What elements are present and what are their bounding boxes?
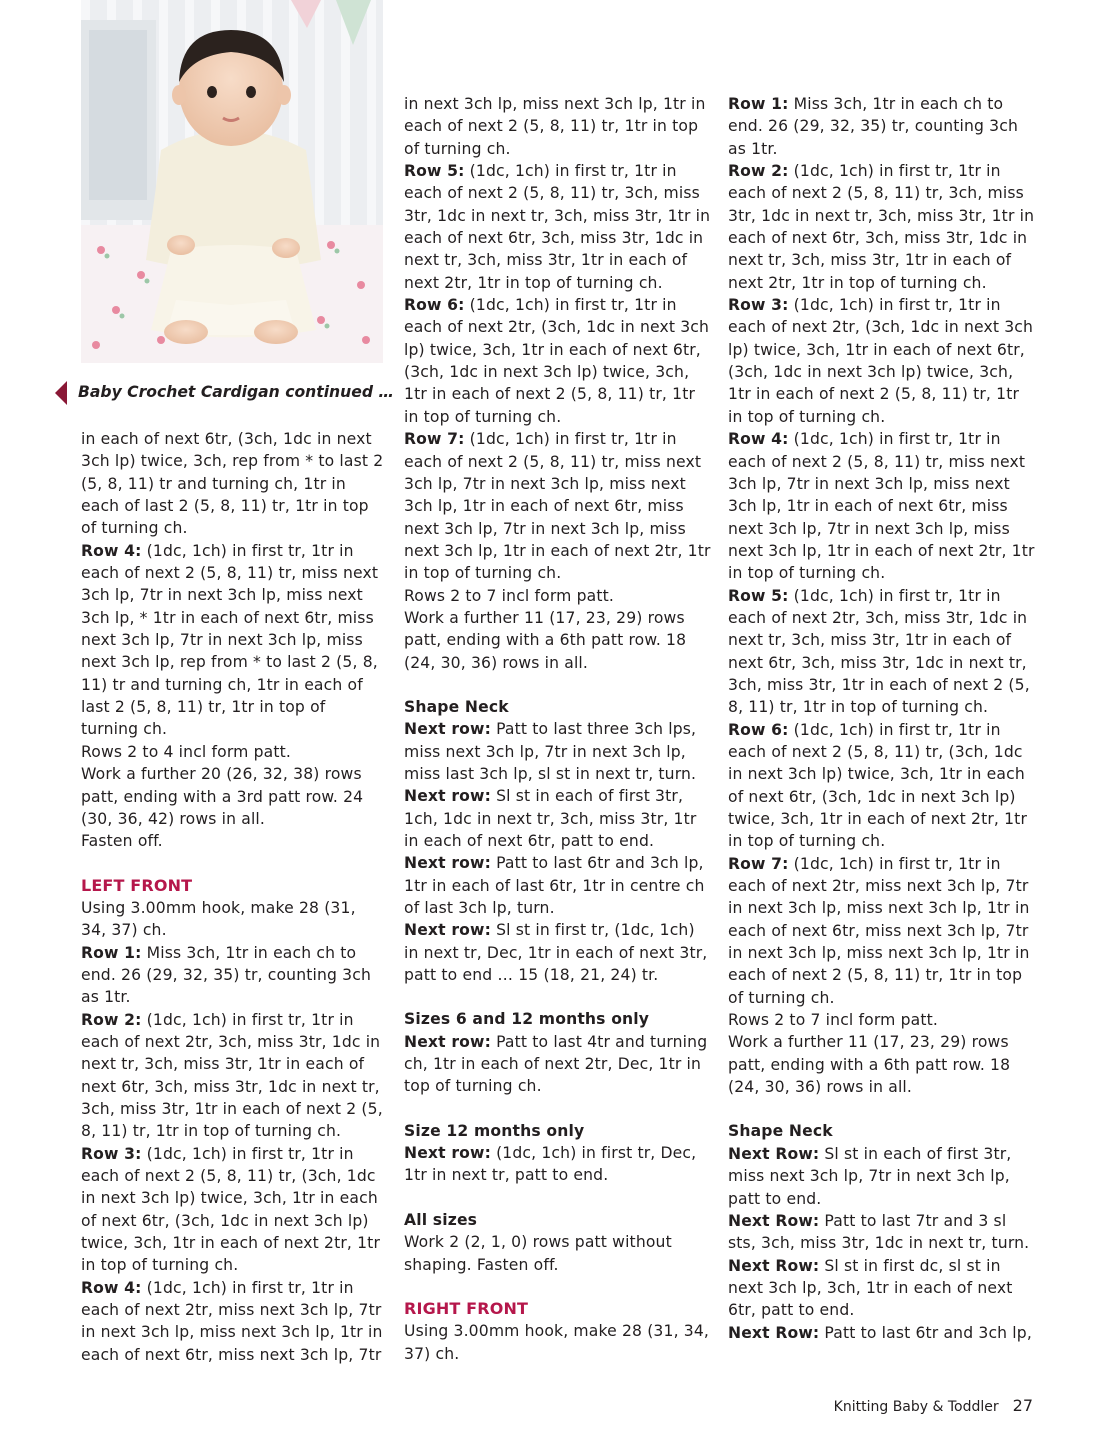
instruction-text: Fasten off.: [81, 832, 163, 851]
paragraph-gap: [404, 986, 714, 1008]
instruction-paragraph: [728, 1322, 1038, 1344]
instruction-paragraph: [81, 1277, 386, 1366]
row-label: Row 3:: [81, 1144, 142, 1163]
row-label: Row 3:: [728, 296, 789, 315]
page-footer: [834, 1396, 1033, 1415]
instruction-text: Sl st in first tr, (1dc, 1ch) in next tr, Dec, 1tr in each of next 3tr, patt to end … 15 (18, 21, 24) tr.: [404, 921, 708, 985]
row-label: Row 7:: [728, 854, 789, 873]
instruction-text: (1dc, 1ch) in first tr, 1tr in each of next 2tr, miss next 3ch lp, 7tr in next 3ch lp, miss next 3ch lp, 1tr in each of next 6tr, miss next 3ch lp, 7tr: [81, 1278, 383, 1364]
row-label: Row 1:: [81, 943, 142, 962]
instruction-paragraph: [404, 93, 714, 160]
instruction-paragraph: [81, 428, 386, 540]
instruction-paragraph: [728, 719, 1038, 853]
instruction-text: Using 3.00mm hook, make 28 (31, 34, 37) ch.: [404, 1322, 710, 1363]
instruction-paragraph: [404, 1142, 714, 1187]
instruction-text: Rows 2 to 4 incl form patt.: [81, 742, 291, 761]
instruction-paragraph: [404, 585, 714, 607]
instruction-text: Rows 2 to 7 incl form patt.: [404, 586, 614, 605]
subsection-heading: Shape Neck: [404, 697, 509, 716]
instruction-paragraph: [728, 1009, 1038, 1031]
instruction-paragraph: [728, 294, 1038, 428]
instruction-paragraph: [728, 1255, 1038, 1322]
instruction-paragraph: [404, 1231, 714, 1276]
text-column-2: [404, 93, 714, 1365]
instruction-text: Patt to last 7tr and 3 sl sts, 3ch, miss 3tr, 1dc in next tr, turn.: [728, 1211, 1030, 1253]
page-number: 27: [1012, 1396, 1033, 1415]
instruction-paragraph: [404, 294, 714, 428]
instruction-paragraph: [404, 919, 714, 986]
instruction-paragraph: [404, 1320, 714, 1365]
instruction-paragraph: [404, 852, 714, 919]
subsection-heading: Sizes 6 and 12 months only: [404, 1010, 650, 1029]
row-label: Row 4:: [81, 1278, 142, 1297]
instruction-text: (1dc, 1ch) in first tr, 1tr in each of next 2 (5, 8, 11) tr, (3ch, 1dc in next 3ch lp) twice, 3ch, 1tr in each of next 6tr, (3ch, 1dc in next 3ch lp) twice, 3ch, 1tr in each of next 2tr, 1tr in top of turning ch.: [728, 720, 1028, 851]
row-label: Row 1:: [728, 95, 789, 113]
row-label: Row 2:: [728, 162, 789, 181]
instruction-paragraph: [81, 830, 386, 852]
instruction-paragraph: [728, 93, 1038, 160]
instruction-text: (1dc, 1ch) in first tr, 1tr in each of next 2 (5, 8, 11) tr, miss next 3ch lp, 7tr in next 3ch lp, miss next 3ch lp, 1tr in each of next 6tr, miss next 3ch lp, 7tr in next 3ch lp, miss next 3ch lp, 1tr in each of next 2tr, 1tr in top of turning ch.: [728, 430, 1035, 583]
paragraph-gap: [404, 1098, 714, 1120]
row-label: Row 5:: [728, 586, 789, 605]
row-label: Row 4:: [81, 541, 142, 560]
paragraph-gap: [404, 1187, 714, 1209]
row-label: Next Row:: [728, 1144, 820, 1163]
instruction-paragraph: [81, 897, 386, 942]
text-column-3: [728, 93, 1038, 1344]
subsection-heading: Shape Neck: [728, 1122, 833, 1141]
row-label: Next Row:: [728, 1323, 820, 1342]
photo-illustration: [81, 0, 383, 363]
instruction-text: (1dc, 1ch) in first tr, 1tr in each of next 2 (5, 8, 11) tr, miss next 3ch lp, 7tr in next 3ch lp, miss next 3ch lp, 1tr in each of next 6tr, miss next 3ch lp, 7tr in next 3ch lp, miss next 3ch lp, 1tr in each of next 2tr, 1tr in top of turning ch.: [404, 430, 711, 583]
row-label: Next row:: [404, 921, 491, 940]
instruction-paragraph: [728, 1031, 1038, 1098]
instruction-paragraph: [404, 1031, 714, 1098]
row-label: Next Row:: [728, 1211, 820, 1230]
instruction-paragraph: [81, 1009, 386, 1143]
paragraph-gap: [404, 1276, 714, 1298]
instruction-paragraph: [81, 763, 386, 830]
baby-cardigan-photo: [81, 0, 383, 363]
instruction-text: Miss 3ch, 1tr in each ch to end. 26 (29, 32, 35) tr, counting 3ch as 1tr.: [81, 943, 371, 1007]
section-heading: LEFT FRONT: [81, 875, 193, 895]
instruction-text: (1dc, 1ch) in first tr, 1tr in each of next 2 (5, 8, 11) tr, 3ch, miss 3tr, 1dc in next tr, 3ch, miss 3tr, 1tr in each of next 6tr, 3ch, miss 3tr, 1dc in next tr, 3ch, miss 3tr, 1tr in each of next 2tr, 1tr in top of turning ch.: [404, 162, 711, 292]
instruction-text: Rows 2 to 7 incl form patt.: [728, 1011, 938, 1030]
footer-title: Knitting Baby & Toddler: [833, 1399, 999, 1415]
instruction-paragraph: [81, 540, 386, 741]
instruction-paragraph: [404, 607, 714, 674]
text-column-1: [81, 428, 386, 1366]
row-label: Row 2:: [81, 1010, 142, 1029]
instruction-paragraph: [404, 160, 714, 294]
instruction-text: Work a further 11 (17, 23, 29) rows patt, ending with a 6th patt row. 18 (24, 30, 36) rows in all.: [728, 1033, 1011, 1097]
instruction-text: Patt to last three 3ch lps, miss next 3ch lp, 7tr in next 3ch lp, miss last 3ch lp, sl st in next tr, turn.: [404, 720, 697, 783]
instruction-text: in each of next 6tr, (3ch, 1dc in next 3ch lp) twice, 3ch, rep from * to last 2 (5, 8, 11) tr and turning ch, 1tr in each of last 2 (5, 8, 11) tr, 1tr in top of turning ch.: [81, 430, 384, 538]
row-label: Next row:: [404, 1144, 491, 1163]
instruction-text: (1dc, 1ch) in first tr, 1tr in each of next 2 (5, 8, 11) tr, (3ch, 1dc in next 3ch lp) twice, 3ch, 1tr in each of next 6tr, (3ch, 1dc in next 3ch lp) twice, 3ch, 1tr in each of next 2tr, 1tr in top of turning ch.: [81, 1144, 381, 1275]
instruction-text: in next 3ch lp, miss next 3ch lp, 1tr in each of next 2 (5, 8, 11) tr, 1tr in top of turning ch.: [404, 95, 706, 158]
row-label: Next row:: [404, 1032, 491, 1051]
continued-heading: [55, 381, 395, 407]
instruction-text: Using 3.00mm hook, make 28 (31, 34, 37) ch.: [81, 898, 356, 940]
instruction-paragraph: [404, 718, 714, 785]
row-label: Next row:: [404, 787, 491, 806]
paragraph-gap: [404, 674, 714, 696]
row-label: Row 6:: [728, 720, 789, 739]
section-heading: RIGHT FRONT: [404, 1298, 529, 1318]
instruction-text: (1dc, 1ch) in first tr, 1tr in each of next 2tr, (3ch, 1dc in next 3ch lp) twice, 3ch, 1tr in each of next 6tr, (3ch, 1dc in next 3ch lp) twice, 3ch, 1tr in each of next 2 (5, 8, 11) tr, 1tr in top of turning ch.: [728, 296, 1034, 426]
row-label: Next row:: [404, 854, 491, 873]
instruction-text: Sl st in each of first 3tr, 1ch, 1dc in next tr, 3ch, miss 3tr, 1tr in each of next 6tr, patt to end.: [404, 787, 697, 850]
instruction-text: Patt to last 6tr and 3ch lp,: [819, 1323, 1032, 1342]
instruction-text: (1dc, 1ch) in first tr, 1tr in each of next 2 (5, 8, 11) tr, 3ch, miss 3tr, 1dc in next tr, 3ch, miss 3tr, 1tr in each of next 6tr, 3ch, miss 3tr, 1dc in next tr, 3ch, miss 3tr, 1tr in each of next 2tr, 1tr in top of turning ch.: [728, 162, 1035, 292]
instruction-text: (1dc, 1ch) in first tr, 1tr in each of next 2tr, (3ch, 1dc in next 3ch lp) twice, 3ch, 1tr in each of next 6tr, (3ch, 1dc in next 3ch lp) twice, 3ch, 1tr in each of next 2 (5, 8, 11) tr, 1tr in top of turning ch.: [404, 296, 710, 426]
instruction-text: (1dc, 1ch) in first tr, 1tr in each of next 2tr, 3ch, miss 3tr, 1dc in next tr, 3ch, miss 3tr, 1tr in each of next 6tr, 3ch, miss 3tr, 1dc in next tr, 3ch, miss 3tr, 1tr in each of next 2 (5, 8, 11) tr, 1tr in top of turning ch.: [81, 1010, 383, 1141]
subsection-heading: All sizes: [404, 1210, 478, 1229]
instruction-text: (1dc, 1ch) in first tr, 1tr in each of next 2 (5, 8, 11) tr, miss next 3ch lp, 7tr in next 3ch lp, miss next 3ch lp, * 1tr in each of next 6tr, miss next 3ch lp, 7tr in next 3ch lp, miss next 3ch lp, rep from * to last 2 (5, 8, 11) tr and turning ch, 1tr in each of last 2 (5, 8, 11) tr, 1tr in top of turning ch.: [81, 541, 379, 739]
row-label: Next row:: [404, 720, 491, 739]
instruction-text: (1dc, 1ch) in first tr, Dec, 1tr in next tr, patt to end.: [404, 1144, 697, 1185]
instruction-paragraph: [728, 585, 1038, 719]
instruction-text: Patt to last 6tr and 3ch lp, 1tr in each of last 6tr, 1tr in centre ch of last 3ch lp, turn.: [404, 854, 705, 918]
instruction-text: Work a further 20 (26, 32, 38) rows patt, ending with a 3rd patt row. 24 (30, 36, 42) rows in all.: [81, 765, 364, 828]
instruction-paragraph: [728, 1143, 1038, 1210]
continued-label: Baby Crochet Cardigan continued …: [78, 383, 395, 401]
instruction-paragraph: [728, 160, 1038, 294]
instruction-paragraph: [728, 1210, 1038, 1255]
instruction-paragraph: [81, 741, 386, 763]
row-label: Next Row:: [728, 1256, 820, 1275]
instruction-text: Work 2 (2, 1, 0) rows patt without shaping. Fasten off.: [404, 1233, 672, 1274]
row-label: Row 6:: [404, 296, 465, 315]
row-label: Row 5:: [404, 162, 465, 181]
instruction-text: Work a further 11 (17, 23, 29) rows patt, ending with a 6th patt row. 18 (24, 30, 36) rows in all.: [404, 608, 687, 672]
instruction-text: Sl st in each of first 3tr, miss next 3ch lp, 7tr in next 3ch lp, patt to end.: [728, 1144, 1012, 1208]
instruction-text: Miss 3ch, 1tr in each ch to end. 26 (29, 32, 35) tr, counting 3ch as 1tr.: [728, 95, 1018, 158]
subsection-heading: Size 12 months only: [404, 1121, 585, 1140]
instruction-paragraph: [404, 428, 714, 584]
triangle-marker-icon: [55, 381, 67, 405]
instruction-text: Patt to last 4tr and turning ch, 1tr in each of next 2tr, Dec, 1tr in top of turning ch.: [404, 1032, 708, 1096]
instruction-text: Sl st in first dc, sl st in next 3ch lp, 3ch, 1tr in each of next 6tr, patt to end.: [728, 1256, 1013, 1320]
row-label: Row 4:: [728, 430, 789, 449]
paragraph-gap: [728, 1098, 1038, 1120]
instruction-text: (1dc, 1ch) in first tr, 1tr in each of next 2tr, 3ch, miss 3tr, 1dc in next tr, 3ch, miss 3tr, 1tr in each of next 6tr, 3ch, miss 3tr, 1dc in next tr, 3ch, miss 3tr, 1tr in each of next 2 (5, 8, 11) tr, 1tr in top of turning ch.: [728, 586, 1030, 717]
instruction-paragraph: [81, 942, 386, 1009]
instruction-paragraph: [728, 853, 1038, 1009]
paragraph-gap: [81, 853, 386, 875]
instruction-paragraph: [728, 428, 1038, 584]
row-label: Row 7:: [404, 430, 465, 449]
instruction-paragraph: [404, 785, 714, 852]
instruction-paragraph: [81, 1143, 386, 1277]
instruction-text: (1dc, 1ch) in first tr, 1tr in each of next 2tr, miss next 3ch lp, 7tr in next 3ch lp, miss next 3ch lp, 1tr in each of next 6tr, miss next 3ch lp, 7tr in next 3ch lp, miss next 3ch lp, 1tr in each of next 2 (5, 8, 11) tr, 1tr in top of turning ch.: [728, 854, 1030, 1007]
